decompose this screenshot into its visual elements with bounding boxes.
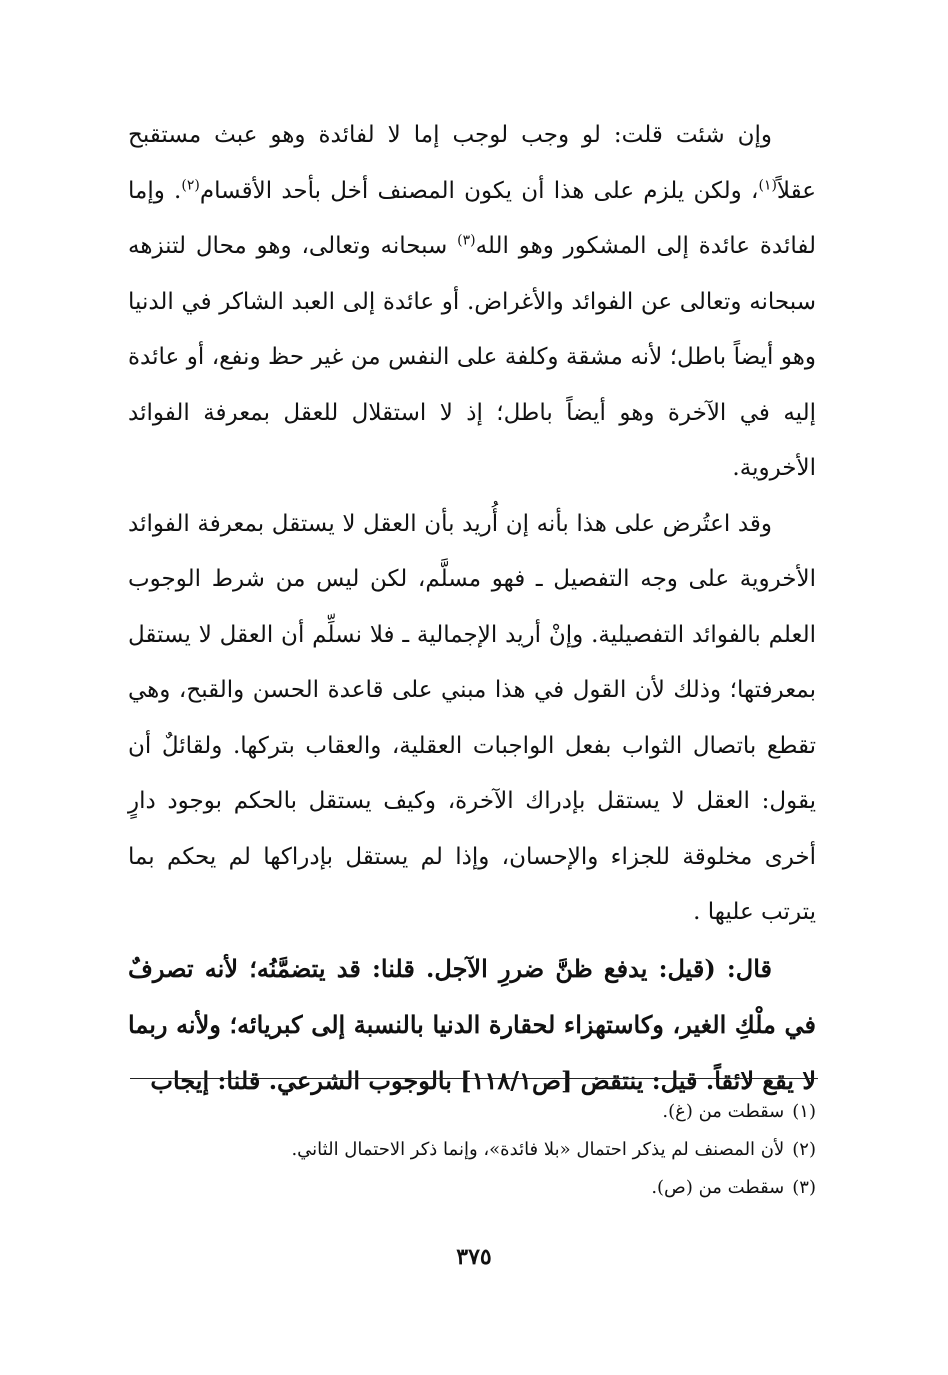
footnote-2 <box>128 1131 816 1169</box>
paragraph-1-part-a: وإن شئت قلت: لو وجب لوجب إما لا لفائدة وهو عبث مستقبح عقلاً <box>128 122 816 204</box>
paragraph-2-text: وقد اعتُرض على هذا بأنه إن أُريد بأن العقل لا يستقل بمعرفة الفوائد الأخروية على وجه التفصيل ـ فهو مسلَّم، لكن ليس من شرط الوجوب العلم بالفوائد التفصيلية. وإنْ أريد الإجمالية ـ فلا نسلِّم أن العقل لا يستقل بمعرفتها؛ وذلك لأن القول في هذا مبني على قاعدة الحسن والقبح، وهي تقطع باتصال الثواب بفعل الواجبات العقلية، والعقاب بتركها. ولقائلٌ أن يقول: العقل لا يستقل بإدراك الآخرة، وكيف يستقل بالحكم بوجود دارٍ أخرى مخلوقة للجزاء والإحسان، وإذا لم يستقل بإدراكها لم يحكم بما يترتب عليها . <box>128 510 816 925</box>
paragraph-1-part-c: . وإما لفائدة عائدة إلى المشكور وهو الله <box>128 177 816 259</box>
footnote-marker-3: (٣) <box>457 232 476 249</box>
paragraph-3-bold <box>128 941 816 1109</box>
footnote-marker-2: (٢) <box>181 176 200 193</box>
footnote-number: (٣) <box>792 1177 816 1198</box>
paragraph-3-text: قال: (قيل: يدفع ظنَّ ضررِ الآجل. قلنا: قد يتضمَّنُه؛ لأنه تصرفٌ في ملْكِ الغير، وكاستهزاء لحقارة الدنيا بالنسبة إلى كبريائه؛ ولأنه ربما لا يقع لائقاً. قيل: ينتقض [ص١١٨/١] بالوجوب الشرعي. قلنا: إيجاب <box>128 953 816 1095</box>
page-number: ٣٧٥ <box>456 1244 492 1270</box>
main-text <box>128 108 816 1109</box>
paragraph-1-part-b: ، ولكن يلزم على هذا أن يكون المصنف أخل بأحد الأقسام <box>199 177 759 204</box>
footnote-divider <box>130 1078 818 1079</box>
footnote-number: (٢) <box>792 1139 816 1160</box>
paragraph-2 <box>128 497 816 941</box>
footnote-text: سقطت من (غ). <box>662 1101 785 1122</box>
footnote-3 <box>128 1169 816 1207</box>
paragraph-1-part-d: سبحانه وتعالى، وهو محال لتنزهه سبحانه وتعالى عن الفوائد والأغراض. أو عائدة إلى العبد الشاكر في الدنيا وهو أيضاً باطل؛ لأنه مشقة وكلفة على النفس من غير حظ ونفع، أو عائدة إليه في الآخرة وهو أيضاً باطل؛ إذ لا استقلال للعقل بمعرفة الفوائد الأخروية. <box>128 233 816 481</box>
paragraph-1 <box>128 108 816 497</box>
footnotes <box>128 1093 816 1207</box>
footnote-number: (١) <box>792 1101 816 1122</box>
footnote-text: سقطت من (ص). <box>651 1177 785 1198</box>
footnote-text: لأن المصنف لم يذكر احتمال «بلا فائدة»، وإنما ذكر الاحتمال الثاني. <box>291 1139 785 1160</box>
footnote-1 <box>128 1093 816 1131</box>
footnote-marker-1: (١) <box>758 176 777 193</box>
